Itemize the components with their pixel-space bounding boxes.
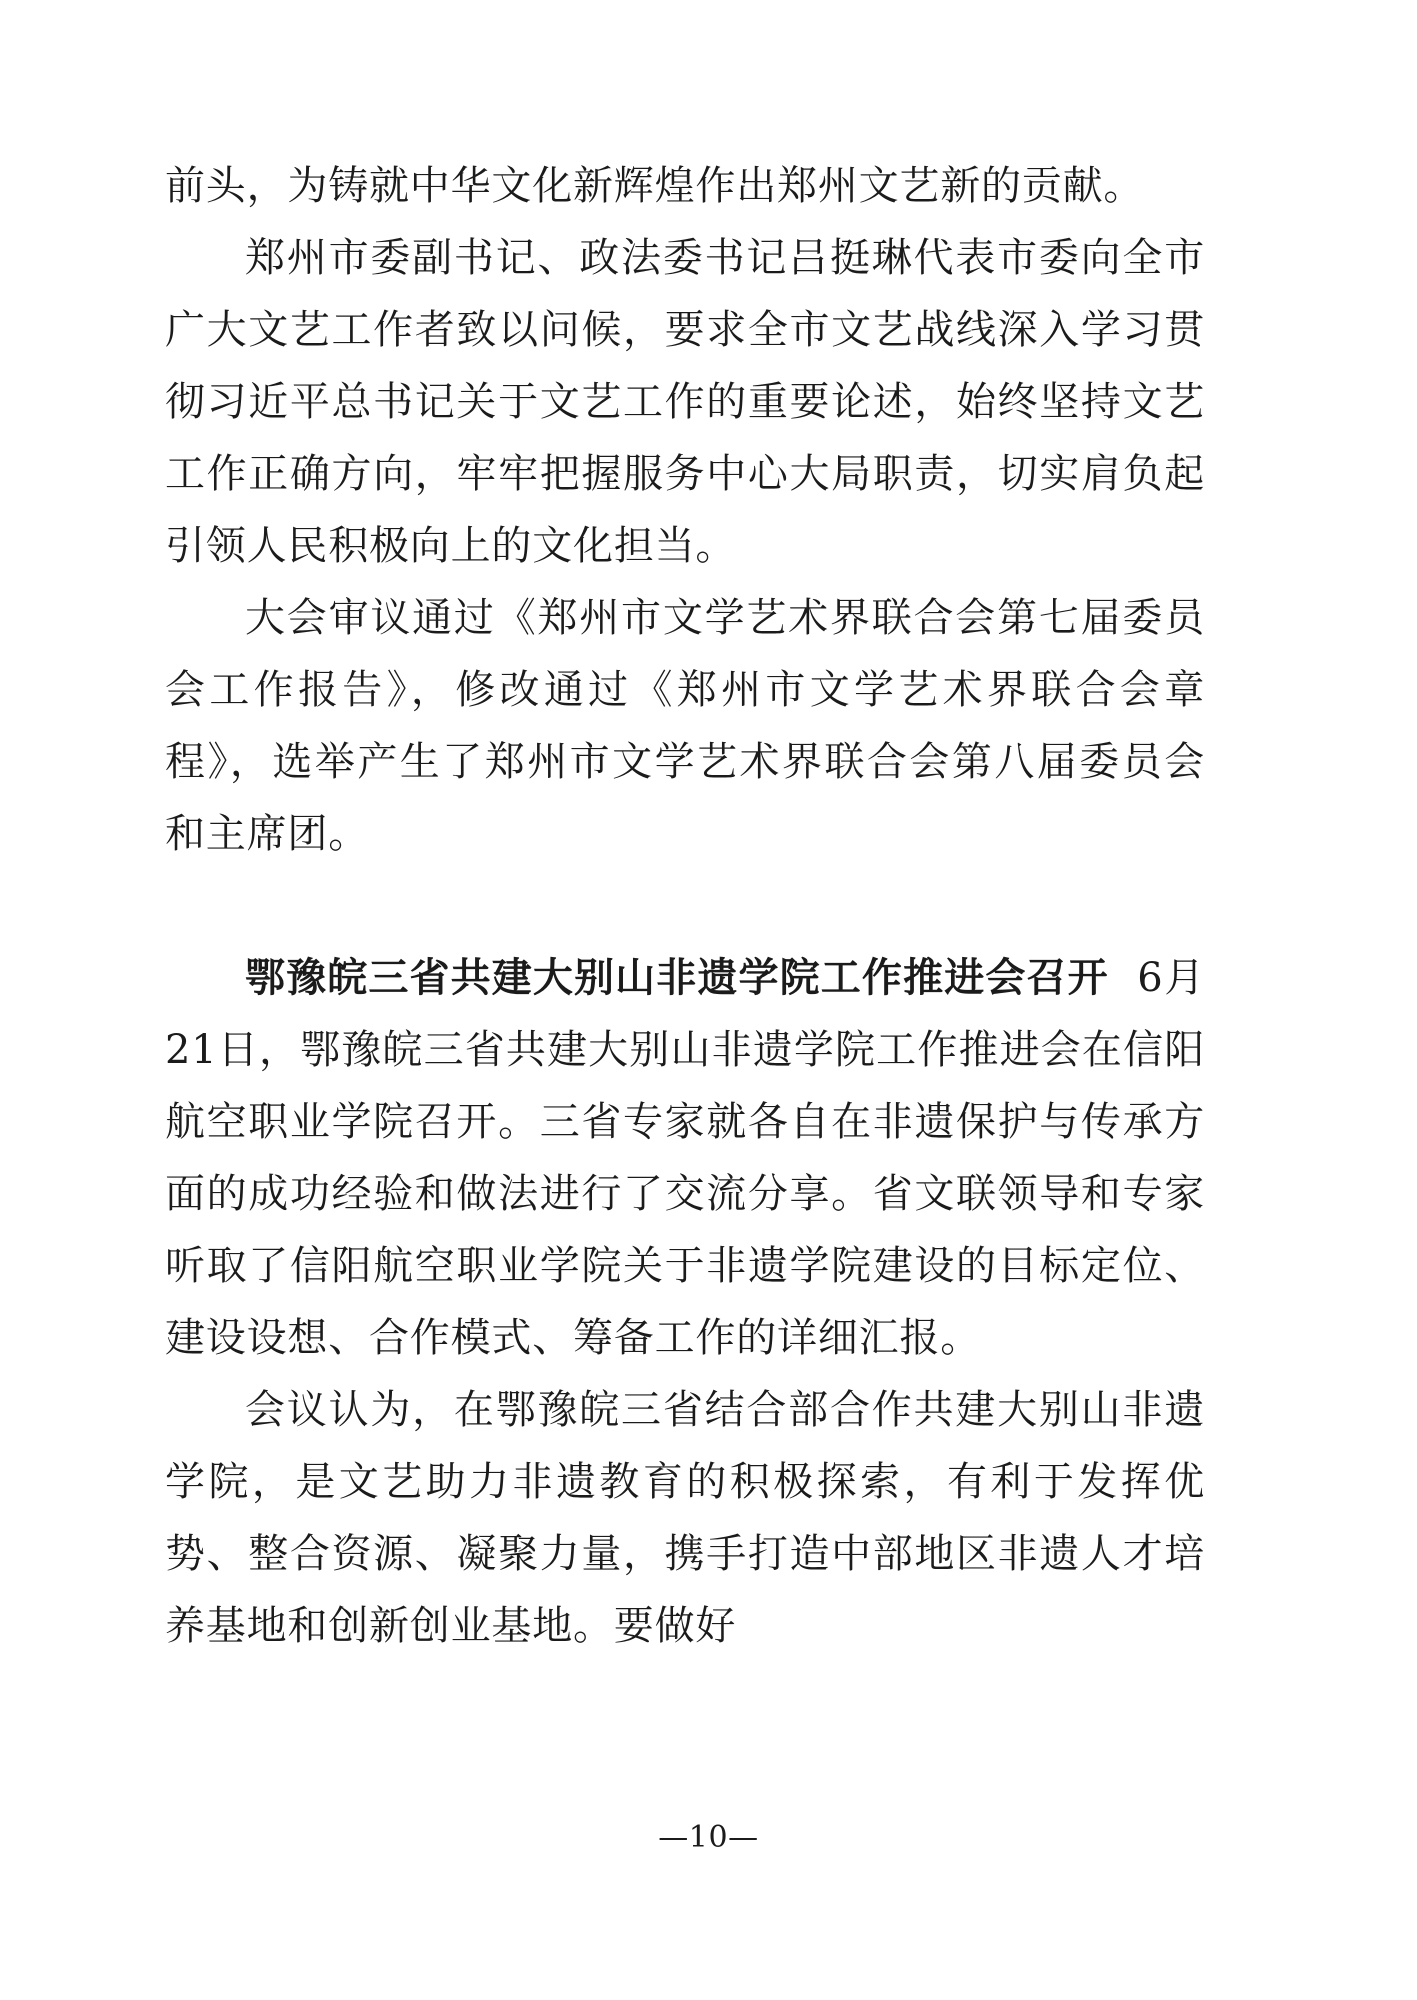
section-lead-paragraph [165, 942, 1205, 1374]
section-date: 6月21日 [165, 955, 1205, 1073]
news-section [165, 942, 1205, 1662]
page-content-column [165, 150, 1205, 1662]
paragraph-meeting-view: 会议认为，在鄂豫皖三省结合部合作共建大别山非遗学院，是文艺助力非遗教育的积极探索，有利于发挥优势、整合资源、凝聚力量，携手打造中部地区非遗人才培养基地和创新创业基地。要做好 [165, 1387, 1205, 1649]
section-lead-text: ，鄂豫皖三省共建大别山非遗学院工作推进会在信阳航空职业学院召开。三省专家就各自在非遗保护与传承方面的成功经验和做法进行了交流分享。省文联领导和专家听取了信阳航空职业学院关于非遗学院建设的目标定位、建设设想、合作模式、筹备工作的详细汇报。 [165, 1027, 1205, 1361]
paragraph-leader-greeting: 郑州市委副书记、政法委书记吕挺琳代表市委向全市广大文艺工作者致以问候，要求全市文艺战线深入学习贯彻习近平总书记关于文艺工作的重要论述，始终坚持文艺工作正确方向，牢牢把握服务中心大局职责，切实肩负起引领人民积极向上的文化担当。 [165, 235, 1205, 569]
paragraph-continuation: 前头，为铸就中华文化新辉煌作出郑州文艺新的贡献。 [165, 163, 1145, 209]
page-number: —10— [658, 1820, 759, 1855]
section-run-in-heading: 鄂豫皖三省共建大别山非遗学院工作推进会召开 [245, 955, 1109, 1001]
paragraph-congress-resolutions: 大会审议通过《郑州市文学艺术界联合会第七届委员会工作报告》，修改通过《郑州市文学艺术界联合会章程》，选举产生了郑州市文学艺术界联合会第八届委员会和主席团。 [165, 595, 1205, 857]
